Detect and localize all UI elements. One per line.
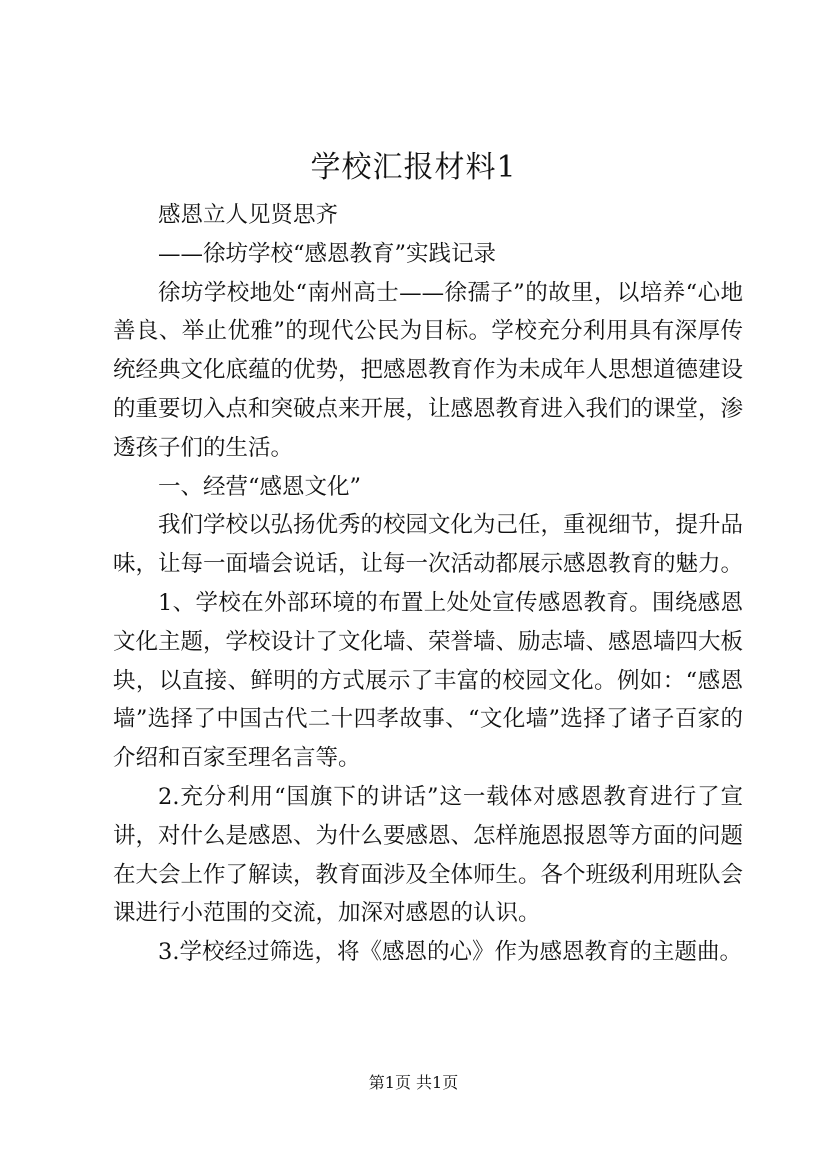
paragraph-intro: 徐坊学校地处“南州高士——徐孺子”的故里，以培养“心地善良、举止优雅”的现代公民为目标。学校充分利用具有深厚传统经典文化底蕴的优势，把感恩教育作为未成年人思想道德建设的重要切入点和突破点来开展，让感恩教育进入我们的课堂，渗透孩子们的生活。: [113, 279, 744, 461]
paragraph: 3.学校经过筛选，将《感恩的心》作为感恩教育的主题曲。: [158, 939, 742, 966]
paragraph: 2.充分利用“国旗下的讲话”这一载体对感恩教育进行了宣讲，对什么是感恩、为什么要感恩、怎样施恩报恩等方面的问题在大会上作了解读，教育面涉及全体师生。各个班级利用班队会课进行小范围的交流，加深对感恩的认识。: [113, 783, 744, 927]
paragraph-subheading: ——徐坊学校“感恩教育”实践记录: [158, 240, 497, 267]
paragraph-heading: 感恩立人见贤思齐: [158, 202, 339, 228]
document-title: 学校汇报材料1: [310, 150, 517, 185]
document-body: [113, 196, 743, 972]
section-heading: 一、经营“感恩文化”: [158, 473, 362, 500]
paragraph: 1、学校在外部环境的布置上处处宣传感恩教育。围绕感恩文化主题，学校设计了文化墙、荣誉墙、励志墙、感恩墙四大板块，以直接、鲜明的方式展示了丰富的校园文化。例如：“感恩墙”选择了中国古代二十四孝故事、“文化墙”选择了诸子百家的介绍和百家至理名言等。: [113, 589, 744, 772]
paragraph: 我们学校以弘扬优秀的校园文化为己任，重视细节，提升品味，让每一面墙会说话，让每一次活动都展示感恩教育的魅力。: [113, 512, 744, 578]
page-footer: 第1页 共1页: [368, 1073, 459, 1092]
